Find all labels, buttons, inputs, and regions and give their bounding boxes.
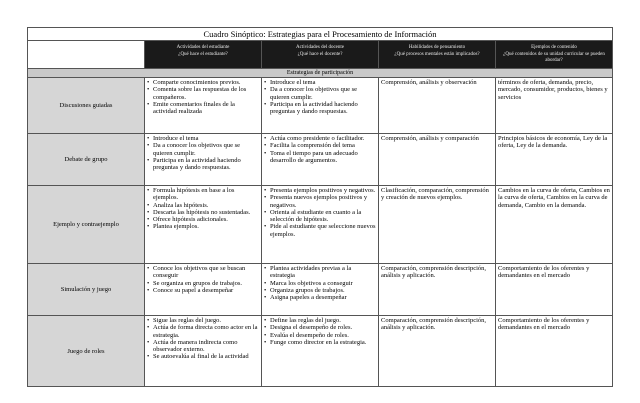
header-teacher <box>262 41 379 69</box>
list-item: • Facilita la comprensión del tema <box>264 142 376 149</box>
header-student-sub: ¿Qué hace el estudiante? <box>178 52 228 57</box>
header-skills-sub: ¿Qué procesos mentales están implicados? <box>394 52 480 57</box>
table-row <box>28 316 613 387</box>
list-item: • Descarta las hipótesis no sustentadas. <box>147 209 259 216</box>
header-teacher-label: Actividades del docente <box>295 45 345 50</box>
list-item: • Plantea actividades previas a la estrategia <box>264 265 376 280</box>
header-student-label: Actividades del estudiante <box>176 45 230 50</box>
thinking-skills-cell: Comprensión, análisis y observación <box>379 78 496 134</box>
content-examples-cell: términos de oferta, demanda, precio, mercado, consumidor, productos, bienes y servicios <box>496 78 613 134</box>
synoptic-table <box>27 27 613 387</box>
synoptic-table-page <box>27 27 612 382</box>
list-item: • Ofrece hipótesis adicionales. <box>147 216 259 223</box>
list-item: • Comparte conocimientos previos. <box>147 79 259 86</box>
list-item: • Marca los objetivos a conseguir <box>264 280 376 287</box>
table-row <box>28 78 613 134</box>
table-title: Cuadro Sinóptico: Estrategias para el Procesamiento de Información <box>28 28 613 41</box>
list-item: • Sigue las reglas del juego. <box>147 317 259 324</box>
table-body <box>28 78 613 387</box>
list-item: • Funge como director en la estrategia. <box>264 339 376 346</box>
header-row <box>28 41 613 69</box>
table-row <box>28 264 613 316</box>
bullet-list <box>264 79 376 115</box>
list-item: • Plantea ejemplos. <box>147 223 259 230</box>
header-skills-label: Habilidades de pensamiento <box>408 45 466 50</box>
thinking-skills-cell: Comprensión, análisis y comparación <box>379 134 496 186</box>
list-item: • Designa el desempeño de roles. <box>264 324 376 331</box>
student-activities-cell <box>145 78 262 134</box>
list-item: • Orienta al estudiante en cuanto a la selección de hipótesis. <box>264 209 376 224</box>
bullet-list <box>147 265 259 294</box>
strategy-cell: Juego de roles <box>28 316 145 387</box>
content-examples-cell: Principios básicos de economía, Ley de la oferta, Ley de la demanda. <box>496 134 613 186</box>
list-item: • Toma el tiempo para un adecuado desarrollo de argumentos. <box>264 150 376 165</box>
teacher-activities-cell <box>262 316 379 387</box>
thinking-skills-cell: Clasificación, comparación, comprensión y creación de nuevos ejemplos. <box>379 186 496 264</box>
student-activities-cell <box>145 134 262 186</box>
student-activities-cell <box>145 186 262 264</box>
strategy-cell: Debate de grupo <box>28 134 145 186</box>
list-item: • Da a conocer los objetivos que se quieren cumplir. <box>147 142 259 157</box>
bullet-list <box>147 187 259 231</box>
list-item: • Presenta nuevos ejemplos positivos y negativos. <box>264 194 376 209</box>
list-item: • Conoce los objetivos que se buscan conseguir <box>147 265 259 280</box>
list-item: • Actúa como presidente o facilitador. <box>264 135 376 142</box>
table-row <box>28 186 613 264</box>
list-item: • Actúa de manera indirecta como observador externo. <box>147 339 259 354</box>
bullet-list <box>264 187 376 238</box>
section-row <box>28 69 613 78</box>
header-examples-label: Ejemplos de contenido <box>531 45 577 50</box>
list-item: • Comenta sobre las respuestas de los compañeros. <box>147 86 259 101</box>
bullet-list <box>147 317 259 361</box>
list-item: • Organiza grupos de trabajos. <box>264 287 376 294</box>
teacher-activities-cell <box>262 78 379 134</box>
bullet-list <box>147 79 259 115</box>
list-item: • Asigna papeles a desempeñar <box>264 294 376 301</box>
list-item: • Se autoevalúa al final de la actividad <box>147 353 259 360</box>
strategy-cell: Ejemplo y contraejemplo <box>28 186 145 264</box>
list-item: • Emite comentarios finales de la actividad realizada <box>147 101 259 116</box>
list-item: • Participa en la actividad haciendo preguntas y dando respuestas. <box>147 157 259 172</box>
list-item: • Pide al estudiante que seleccione nuevos ejemplos. <box>264 223 376 238</box>
teacher-activities-cell <box>262 264 379 316</box>
student-activities-cell <box>145 316 262 387</box>
thinking-skills-cell: Comparación, comprensión descripción, análisis y aplicación. <box>379 264 496 316</box>
bullet-list <box>264 265 376 301</box>
table-row <box>28 134 613 186</box>
bullet-list <box>264 317 376 346</box>
list-item: • Introduce el tema <box>147 135 259 142</box>
title-row <box>28 28 613 41</box>
thinking-skills-cell: Comparación, comprensión descripción, análisis y aplicación. <box>379 316 496 387</box>
content-examples-cell: Cambios en la curva de oferta, Cambios en la curva de oferta, Cambios en la curva de demanda, Cambio en la demanda. <box>496 186 613 264</box>
list-item: • Formula hipótesis en base a los ejemplos. <box>147 187 259 202</box>
strategy-cell: Discusiones guiadas <box>28 78 145 134</box>
header-student <box>145 41 262 69</box>
list-item: • Se organiza en grupos de trabajos. <box>147 280 259 287</box>
list-item: • Actúa de forma directa como actor en la estrategia. <box>147 324 259 339</box>
header-examples-sub: ¿Qué contenidos de su unidad curricular se pueden abordar? <box>503 52 605 63</box>
content-examples-cell: Comportamiento de los oferentes y demandantes en el mercado <box>496 264 613 316</box>
header-teacher-sub: ¿Qué hace el docente? <box>297 52 343 57</box>
list-item: • Introduce el tema <box>264 79 376 86</box>
list-item: • Evalúa el desempeño de roles. <box>264 332 376 339</box>
list-item: • Participa en la actividad haciendo preguntas y dando respuestas. <box>264 101 376 116</box>
bullet-list <box>264 135 376 164</box>
list-item: • Define las reglas del juego. <box>264 317 376 324</box>
teacher-activities-cell <box>262 186 379 264</box>
list-item: • Presenta ejemplos positivos y negativos. <box>264 187 376 194</box>
list-item: • Conoce su papel a desempeñar <box>147 287 259 294</box>
header-examples <box>496 41 613 69</box>
list-item: • Analiza las hipótesis. <box>147 202 259 209</box>
student-activities-cell <box>145 264 262 316</box>
bullet-list <box>147 135 259 171</box>
header-corner <box>28 41 145 69</box>
section-title: Estrategias de participación <box>28 69 613 78</box>
list-item: • Da a conocer los objetivos que se quieren cumplir. <box>264 86 376 101</box>
content-examples-cell: Comportamiento de los oferentes y demandantes en el mercado <box>496 316 613 387</box>
header-skills <box>379 41 496 69</box>
strategy-cell: Simulación y juego <box>28 264 145 316</box>
teacher-activities-cell <box>262 134 379 186</box>
